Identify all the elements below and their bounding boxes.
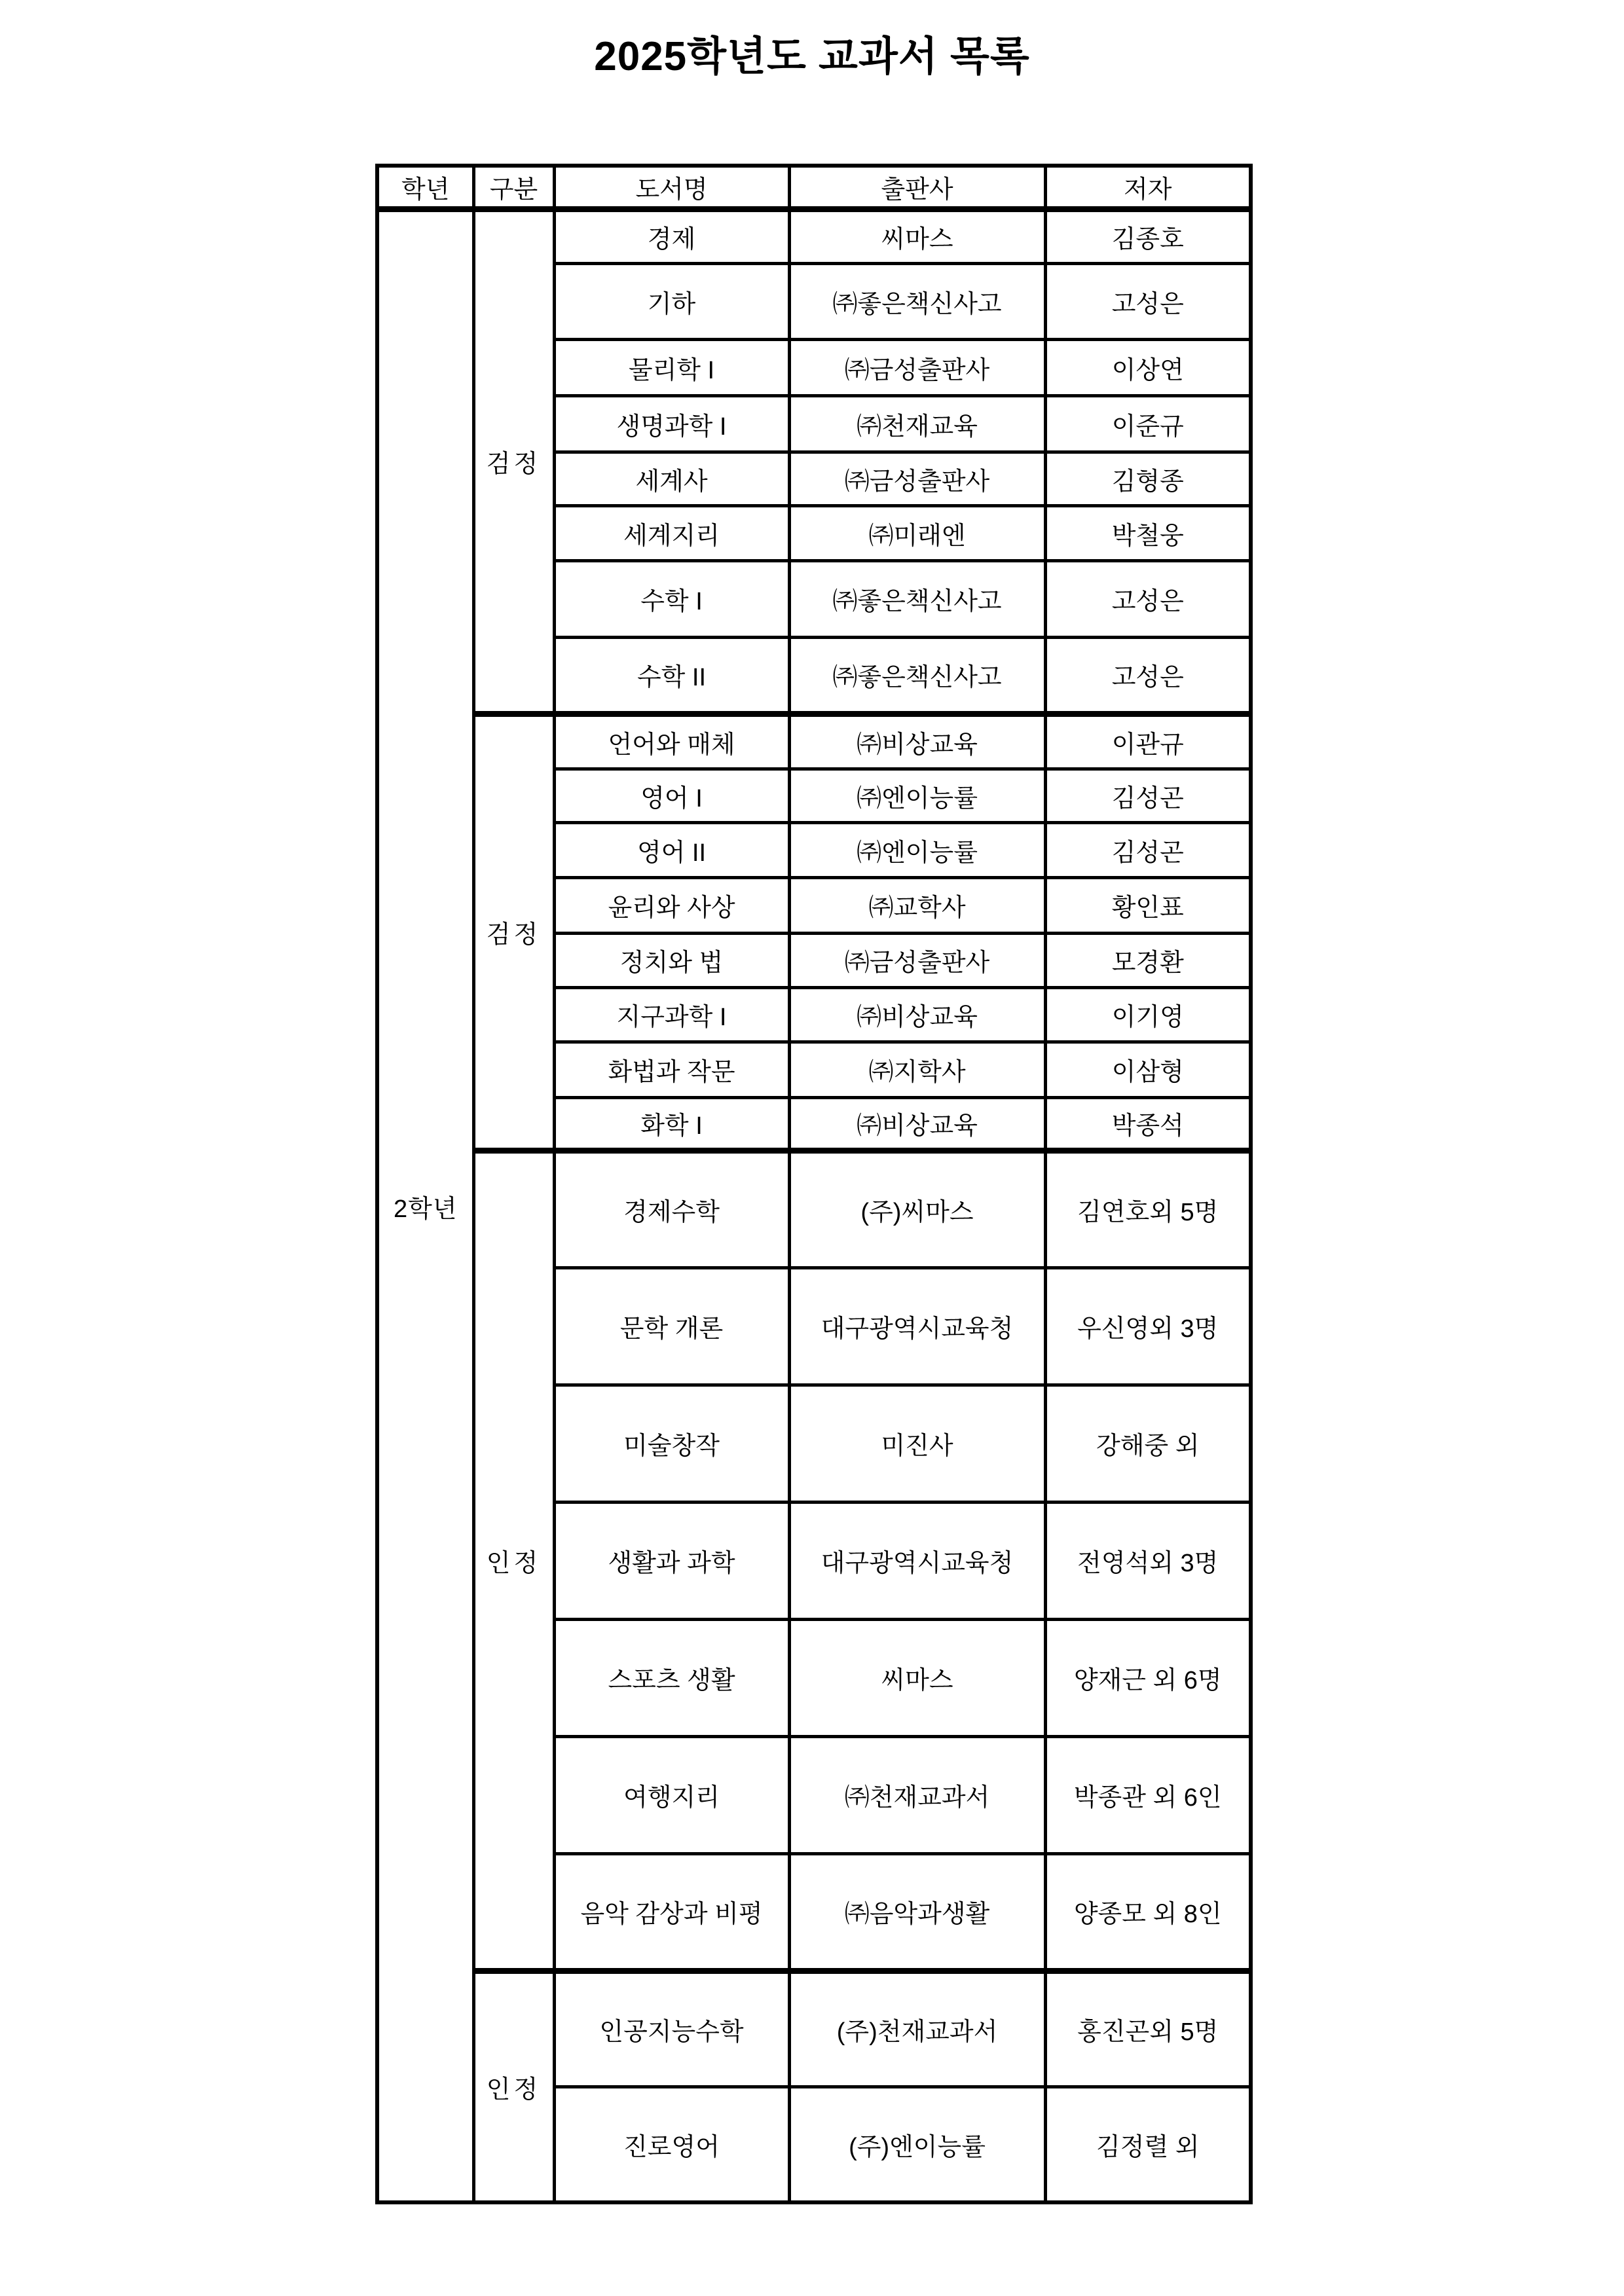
book-title-cell: 지구과학 I	[554, 987, 789, 1042]
publisher-cell: 대구광역시교육청	[789, 1502, 1045, 1619]
author-cell: 우신영외 3명	[1045, 1267, 1251, 1385]
table-row	[377, 1150, 1251, 1267]
author-cell: 이삼형	[1045, 1042, 1251, 1097]
publisher-cell: ㈜미래엔	[789, 505, 1045, 560]
book-title-cell: 물리학 I	[554, 339, 789, 395]
author-cell: 양종모 외 8인	[1045, 1853, 1251, 1971]
publisher-cell: 미진사	[789, 1385, 1045, 1502]
col-header-category: 구분	[473, 166, 554, 209]
book-title-cell: 경제	[554, 209, 789, 263]
publisher-cell: ㈜좋은책신사고	[789, 560, 1045, 637]
author-cell: 이기영	[1045, 987, 1251, 1042]
book-title-cell: 진로영어	[554, 2086, 789, 2202]
publisher-cell: ㈜금성출판사	[789, 933, 1045, 987]
book-title-cell: 스포츠 생활	[554, 1619, 789, 1736]
author-cell: 이관규	[1045, 714, 1251, 769]
publisher-cell: ㈜천재교육	[789, 395, 1045, 452]
author-cell: 양재근 외 6명	[1045, 1619, 1251, 1736]
author-cell: 황인표	[1045, 877, 1251, 933]
publisher-cell: ㈜좋은책신사고	[789, 263, 1045, 339]
book-title-cell: 세계사	[554, 452, 789, 505]
publisher-cell: 씨마스	[789, 209, 1045, 263]
col-header-author: 저자	[1045, 166, 1251, 209]
book-title-cell: 정치와 법	[554, 933, 789, 987]
table-row	[377, 209, 1251, 263]
col-header-grade: 학년	[377, 166, 473, 209]
author-cell: 박종석	[1045, 1097, 1251, 1150]
book-title-cell: 생활과 과학	[554, 1502, 789, 1619]
publisher-cell: ㈜비상교육	[789, 987, 1045, 1042]
grade-cell: 2학년	[377, 209, 473, 2202]
publisher-cell: ㈜금성출판사	[789, 339, 1045, 395]
book-title-cell: 세계지리	[554, 505, 789, 560]
publisher-cell: ㈜비상교육	[789, 714, 1045, 769]
book-title-cell: 영어 II	[554, 822, 789, 877]
table-row	[377, 1971, 1251, 2086]
book-title-cell: 화학 I	[554, 1097, 789, 1150]
author-cell: 고성은	[1045, 263, 1251, 339]
publisher-cell: ㈜좋은책신사고	[789, 637, 1045, 714]
book-title-cell: 생명과학 I	[554, 395, 789, 452]
category-cell: 검정	[473, 714, 554, 1150]
category-cell: 인정	[473, 1971, 554, 2202]
author-cell: 홍진곤외 5명	[1045, 1971, 1251, 2086]
table-header-row	[377, 166, 1251, 209]
author-cell: 박종관 외 6인	[1045, 1736, 1251, 1853]
publisher-cell: ㈜지학사	[789, 1042, 1045, 1097]
book-title-cell: 윤리와 사상	[554, 877, 789, 933]
author-cell: 이상연	[1045, 339, 1251, 395]
category-cell: 인정	[473, 1150, 554, 1971]
publisher-cell: 씨마스	[789, 1619, 1045, 1736]
author-cell: 박철웅	[1045, 505, 1251, 560]
author-cell: 김정렬 외	[1045, 2086, 1251, 2202]
col-header-book-title: 도서명	[554, 166, 789, 209]
publisher-cell: ㈜교학사	[789, 877, 1045, 933]
book-title-cell: 수학 II	[554, 637, 789, 714]
author-cell: 김성곤	[1045, 822, 1251, 877]
publisher-cell: 대구광역시교육청	[789, 1267, 1045, 1385]
publisher-cell: ㈜엔이능률	[789, 769, 1045, 822]
author-cell: 김형종	[1045, 452, 1251, 505]
publisher-cell: (주)엔이능률	[789, 2086, 1045, 2202]
page-title: 2025학년도 교과서 목록	[594, 34, 1030, 79]
publisher-cell: (주)씨마스	[789, 1150, 1045, 1267]
author-cell: 김성곤	[1045, 769, 1251, 822]
category-cell: 검정	[473, 209, 554, 714]
col-header-publisher: 출판사	[789, 166, 1045, 209]
book-title-cell: 기하	[554, 263, 789, 339]
book-title-cell: 화법과 작문	[554, 1042, 789, 1097]
book-title-cell: 음악 감상과 비평	[554, 1853, 789, 1971]
book-title-cell: 수학 I	[554, 560, 789, 637]
author-cell: 전영석외 3명	[1045, 1502, 1251, 1619]
book-title-cell: 언어와 매체	[554, 714, 789, 769]
author-cell: 김종호	[1045, 209, 1251, 263]
book-title-cell: 미술창작	[554, 1385, 789, 1502]
book-title-cell: 영어 I	[554, 769, 789, 822]
textbook-table-body	[377, 209, 1251, 2202]
book-title-cell: 경제수학	[554, 1150, 789, 1267]
publisher-cell: ㈜음악과생활	[789, 1853, 1045, 1971]
book-title-cell: 여행지리	[554, 1736, 789, 1853]
book-title-cell: 인공지능수학	[554, 1971, 789, 2086]
table-row	[377, 714, 1251, 769]
author-cell: 고성은	[1045, 637, 1251, 714]
author-cell: 김연호외 5명	[1045, 1150, 1251, 1267]
publisher-cell: ㈜비상교육	[789, 1097, 1045, 1150]
textbook-table	[375, 164, 1253, 2204]
book-title-cell: 문학 개론	[554, 1267, 789, 1385]
author-cell: 고성은	[1045, 560, 1251, 637]
publisher-cell: ㈜금성출판사	[789, 452, 1045, 505]
publisher-cell: ㈜천재교과서	[789, 1736, 1045, 1853]
author-cell: 이준규	[1045, 395, 1251, 452]
author-cell: 강해중 외	[1045, 1385, 1251, 1502]
publisher-cell: (주)천재교과서	[789, 1971, 1045, 2086]
author-cell: 모경환	[1045, 933, 1251, 987]
publisher-cell: ㈜엔이능률	[789, 822, 1045, 877]
